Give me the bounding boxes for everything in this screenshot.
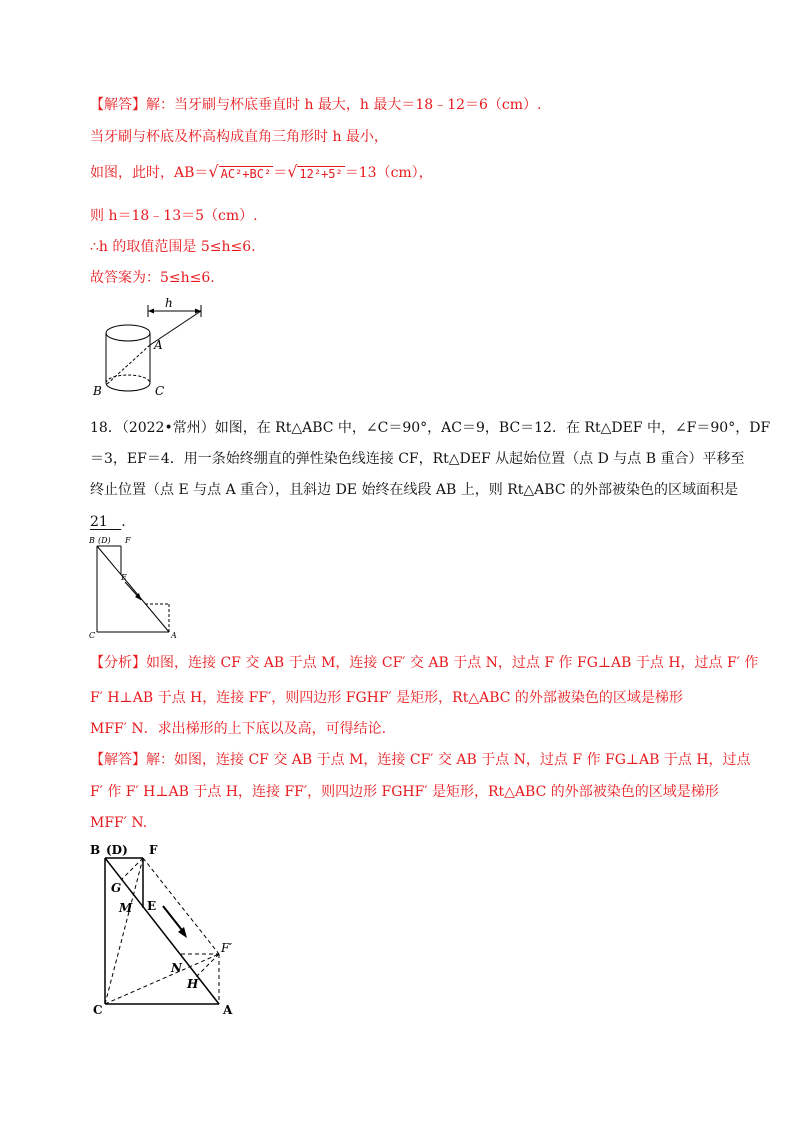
translation-figure-small: [85, 532, 185, 640]
solution-line-6: 故答案为：5≤h≤6.: [90, 270, 215, 286]
answer-period: .: [121, 514, 126, 530]
label-C: C: [93, 1003, 103, 1017]
answer-text: 21: [90, 514, 108, 530]
solution-line-3: [90, 162, 433, 183]
label-F: F: [125, 536, 131, 545]
answer-value: [90, 514, 121, 530]
label-N: N: [171, 961, 182, 975]
label-D: (D): [98, 536, 111, 545]
question-18-line-3: 终止位置（点 E 与点 A 重合），且斜边 DE 始终在线段 AB 上，则 Rt△ABC 的外部被染色的区域面积是: [90, 482, 738, 498]
label-B: B: [90, 843, 101, 857]
solution18-line-1: 【解答】解：如图，连接 CF 交 AB 于点 M，连接 CF′ 交 AB 于点 N，过点 F 作 FG⊥AB 于点 H，过点: [90, 752, 751, 768]
translation-figure-large: [85, 838, 245, 1018]
question-18-line-1: 18．（2022•常州）如图，在 Rt△ABC 中，∠C＝90°，AC＝9，BC＝12．在 Rt△DEF 中，∠F＝90°，DF: [90, 420, 771, 436]
label-B: B: [93, 384, 102, 398]
label-A: A: [223, 1003, 233, 1017]
formula-equals: ＝: [273, 165, 288, 181]
sqrt-radicand-2: 12²+5²: [299, 167, 343, 181]
analysis-line-2: F′ H⊥AB 于点 H，连接 FF′，则四边形 FGHF′ 是矩形，Rt△ABC 的外部被染色的区域是梯形: [90, 690, 683, 706]
label-H: H: [187, 977, 199, 991]
label-M: M: [119, 901, 133, 915]
solution18-line-3: MFF′ N.: [90, 815, 148, 831]
label-F: F: [149, 843, 158, 857]
question-18-answer: [90, 512, 126, 532]
cup-toothbrush-figure: [85, 295, 215, 403]
analysis-line-1: 【分析】如图，连接 CF 交 AB 于点 M，连接 CF′ 交 AB 于点 N，过点 F 作 FG⊥AB 于点 H，过点 F′ 作: [90, 655, 759, 671]
sqrt-symbol: √: [208, 162, 219, 181]
question-18-line-2: ＝3，EF＝4．用一条始终绷直的弹性染色线连接 CF，Rt△DEF 从起始位置（点 D 与点 B 重合）平移至: [90, 451, 745, 467]
label-F-prime: F′: [221, 941, 233, 955]
label-C: C: [89, 631, 96, 640]
label-D: (D): [106, 843, 128, 857]
label-A: A: [171, 631, 177, 640]
label-A: A: [154, 338, 163, 352]
sqrt-radicand-1: AC²+BC²: [220, 167, 272, 181]
label-B: B: [89, 536, 95, 545]
label-h: h: [165, 296, 173, 310]
solution-line-1: 【解答】解：当牙刷与杯底垂直时 h 最大，h 最大＝18﹣12＝6（cm）.: [90, 97, 542, 113]
label-C: C: [155, 384, 165, 398]
formula-suffix: ＝13（cm），: [344, 165, 433, 181]
analysis-line-3: MFF′ N．求出梯形的上下底以及高，可得结论.: [90, 721, 387, 737]
solution-line-2: 当牙刷与杯底及杯高构成直角三角形时 h 最小，: [90, 129, 388, 145]
sqrt-symbol: √: [287, 162, 298, 181]
label-E: E: [147, 899, 157, 913]
label-E: E: [121, 573, 127, 582]
solution-line-5: ∴h 的取值范围是 5≤h≤6.: [90, 239, 256, 255]
solution-line-4: 则 h＝18﹣13＝5（cm）.: [90, 208, 258, 224]
solution18-line-2: F′ 作 F′ H⊥AB 于点 H，连接 FF′，则四边形 FGHF′ 是矩形，Rt△ABC 的外部被染色的区域是梯形: [90, 784, 719, 800]
label-G: G: [111, 881, 122, 895]
formula-prefix: 如图，此时，AB＝: [90, 165, 209, 181]
